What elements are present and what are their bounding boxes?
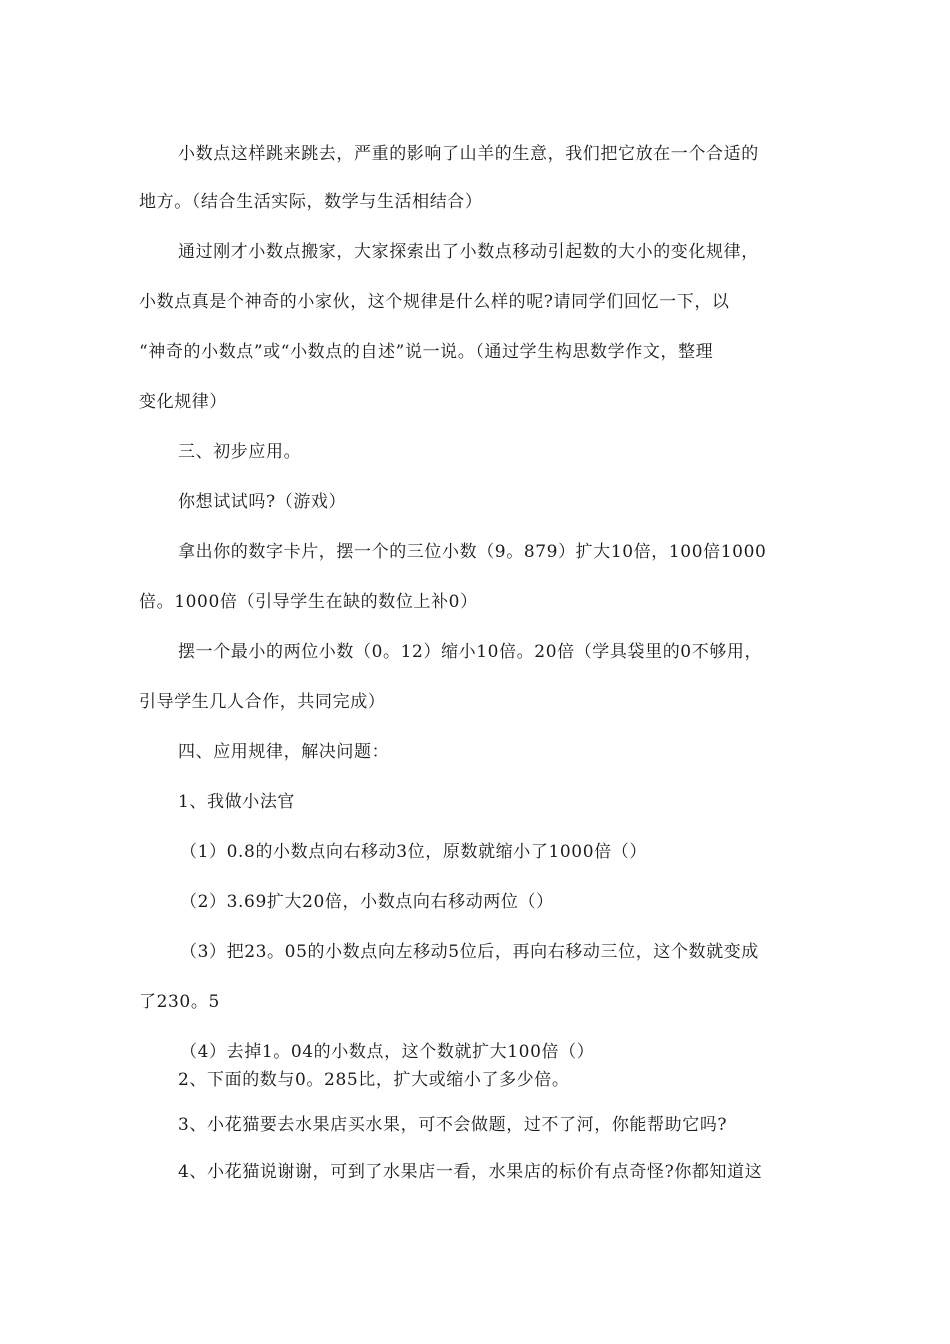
list-item: （3）把23。05的小数点向左移动5位后，再向右移动三位，这个数就变成 — [180, 942, 759, 962]
paragraph-line: 通过刚才小数点搬家，大家探索出了小数点移动引起数的大小的变化规律， — [178, 242, 759, 262]
paragraph-line: 摆一个最小的两位小数（0。12）缩小10倍。20倍（学具袋里的0不够用， — [178, 642, 763, 662]
list-item: （1）0.8的小数点向右移动3位，原数就缩小了1000倍（） — [180, 842, 647, 862]
list-item: 1、我做小法官 — [178, 792, 296, 812]
list-item: （2）3.69扩大20倍，小数点向右移动两位（） — [180, 892, 554, 912]
paragraph-line: 你想试试吗?（游戏） — [178, 492, 347, 512]
list-item: 2、下面的数与0。285比，扩大或缩小了多少倍。 — [178, 1070, 570, 1090]
paragraph-line: 小数点这样跳来跳去，严重的影响了山羊的生意，我们把它放在一个合适的 — [178, 144, 759, 164]
section-heading: 三、初步应用。 — [178, 442, 302, 462]
list-item: 4、小花猫说谢谢，可到了水果店一看，水果店的标价有点奇怪?你都知道这 — [178, 1162, 763, 1182]
paragraph-line: 地方。（结合生活实际，数学与生活相结合） — [139, 192, 483, 212]
paragraph-line: 小数点真是个神奇的小家伙，这个规律是什么样的呢?请同学们回忆一下，以 — [139, 292, 730, 312]
list-item: （4）去掉1。04的小数点，这个数就扩大100倍（） — [180, 1042, 595, 1062]
list-item: 了230。5 — [139, 992, 220, 1012]
paragraph-line: 引导学生几人合作，共同完成） — [139, 692, 386, 712]
section-heading: 四、应用规律，解决问题： — [178, 742, 390, 762]
paragraph-line: “神奇的小数点”或“小数点的自述”说一说。（通过学生构思数学作文，整理 — [139, 342, 714, 362]
paragraph-line: 变化规律） — [139, 392, 227, 412]
paragraph-line: 拿出你的数字卡片，摆一个的三位小数（9。879）扩大10倍，100倍1000 — [178, 542, 767, 562]
list-item: 3、小花猫要去水果店买水果，可不会做题，过不了河，你能帮助它吗? — [178, 1115, 728, 1135]
paragraph-line: 倍。1000倍（引导学生在缺的数位上补0） — [139, 592, 478, 612]
